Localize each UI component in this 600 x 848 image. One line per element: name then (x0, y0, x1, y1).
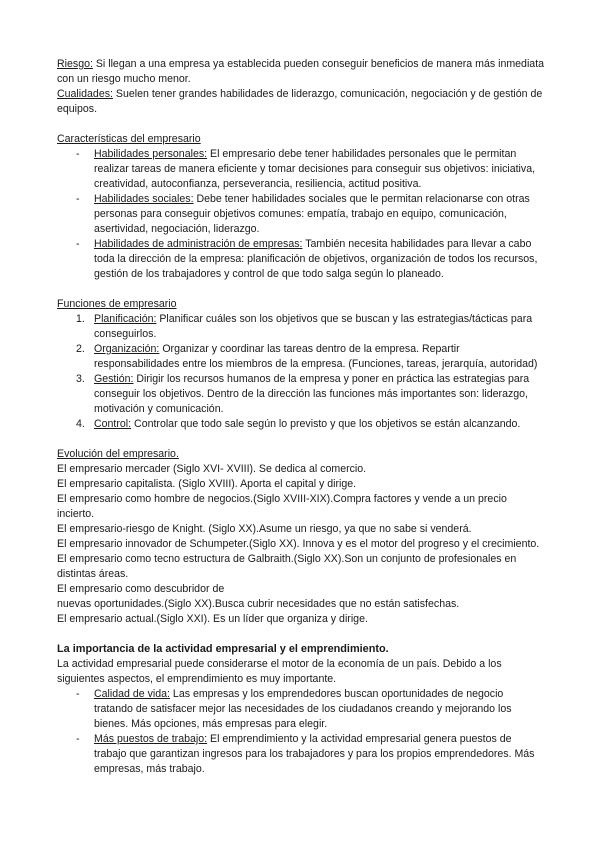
item-text: El empresario debe tener habilidades personales que le permitan realizar tareas de manera eficiente y tomar decisiones para conseguir sus objetivos: iniciativa, creatividad, autoconfianza, perseverancia, resiliencia, actitud positiva. (94, 148, 536, 190)
list-item (57, 687, 545, 732)
item-text: Debe tener habilidades sociales que le permitan relacionarse con otras personas para conseguir objetivos comunes: empatía, trabajo en equipo, comunicación, asertividad, negociación, liderazgo. (94, 193, 530, 235)
evolucion-line: El empresario mercader (Siglo XVI- XVIII). Se dedica al comercio. (57, 463, 367, 475)
cualidades-label: Cualidades: (57, 88, 113, 100)
list-item (57, 372, 545, 417)
list-item (57, 732, 545, 777)
list-item (57, 342, 545, 372)
riesgo-label: Riesgo: (57, 58, 93, 70)
list-item (57, 147, 545, 192)
item-text: Controlar que todo sale según lo previsto y que los objetivos se están alcanzando. (131, 418, 521, 430)
item-label: Más puestos de trabajo: (94, 733, 208, 745)
caracteristicas-list (57, 147, 545, 282)
riesgo-paragraph (57, 57, 545, 87)
document-page (57, 57, 545, 777)
item-text: El emprendimiento y la actividad empresarial genera puestos de trabajo que garantizan ingresos para los trabajadores y para los propios emprendedores. Más empresas, más trabajo. (94, 733, 535, 775)
item-label: Gestión: (94, 373, 134, 385)
evolucion-line: El empresario innovador de Schumpeter.(Siglo XX). Innova y es el motor del progreso y el crecimiento. (57, 538, 540, 550)
evolucion-line: El empresario como hombre de negocios.(Siglo XVIII-XIX).Compra factores y vende a un precio incierto. (57, 493, 507, 520)
riesgo-text: Si llegan a una empresa ya establecida pueden conseguir beneficios de manera más inmediata con un riesgo mucho menor. (57, 58, 545, 85)
list-item (57, 192, 545, 237)
item-label: Calidad de vida: (94, 688, 170, 700)
caracteristicas-heading: Características del empresario (57, 133, 201, 145)
evolucion-line: nuevas oportunidades.(Siglo XX).Busca cubrir necesidades que no están satisfechas. (57, 598, 460, 610)
evolucion-line: El empresario capitalista. (Siglo XVIII). Aporta el capital y dirige. (57, 478, 357, 490)
cualidades-paragraph (57, 87, 545, 117)
item-text: Planificar cuáles son los objetivos que se buscan y las estrategias/tácticas para conseguirlos. (94, 313, 533, 340)
cualidades-text: Suelen tener grandes habilidades de liderazgo, comunicación, negociación y de gestión de equipos. (57, 88, 543, 115)
item-number: 3. (76, 373, 85, 385)
funciones-list (57, 312, 545, 432)
importancia-intro: La actividad empresarial puede considerarse el motor de la economía de un país. Debido a los siguientes aspectos, el emprendimiento es muy importante. (57, 658, 502, 685)
item-label: Control: (94, 418, 132, 430)
item-label: Habilidades sociales: (94, 193, 194, 205)
list-item (57, 237, 545, 282)
funciones-heading: Funciones de empresario (57, 298, 177, 310)
item-number: 4. (76, 418, 85, 430)
item-text: También necesita habilidades para llevar a cabo toda la dirección de la empresa: planificación de objetivos, organización de todos los recursos, gestión de los trabajadores y control de que todo salga según lo planeado. (94, 238, 538, 280)
item-label: Habilidades de administración de empresas: (94, 238, 303, 250)
evolucion-line: El empresario como descubridor de (57, 583, 225, 595)
evolucion-line: El empresario-riesgo de Knight. (Siglo XX).Asume un riesgo, ya que no sabe si venderá. (57, 523, 472, 535)
importancia-list (57, 687, 545, 777)
item-text: Dirigir los recursos humanos de la empresa y poner en práctica las estrategias para conseguir los objetivos. Dentro de la dirección las funciones más importantes son: liderazgo, motivación y comunicación. (94, 373, 530, 415)
evolucion-line: El empresario como tecno estructura de Galbraith.(Siglo XX).Son un conjunto de profesionales en distintas áreas. (57, 553, 517, 580)
item-label: Habilidades personales: (94, 148, 208, 160)
list-item (57, 417, 545, 432)
item-number: 2. (76, 343, 85, 355)
importancia-heading: La importancia de la actividad empresarial y el emprendimiento. (57, 643, 389, 655)
evolucion-heading: Evolución del empresario. (57, 448, 179, 460)
item-label: Planificación: (94, 313, 157, 325)
item-text: Organizar y coordinar las tareas dentro de la empresa. Repartir responsabilidades entre los miembros de la empresa. (Funciones, tareas, jerarquía, autoridad) (94, 343, 538, 370)
evolucion-line: El empresario actual.(Siglo XXI). Es un líder que organiza y dirige. (57, 613, 368, 625)
list-item (57, 312, 545, 342)
item-label: Organización: (94, 343, 160, 355)
item-text: Las empresas y los emprendedores buscan oportunidades de negocio tratando de satisfacer mejor las necesidades de los ciudadanos creando y mejorando los bienes. Más opciones, más empresas para elegir. (94, 688, 512, 730)
item-number: 1. (76, 313, 85, 325)
